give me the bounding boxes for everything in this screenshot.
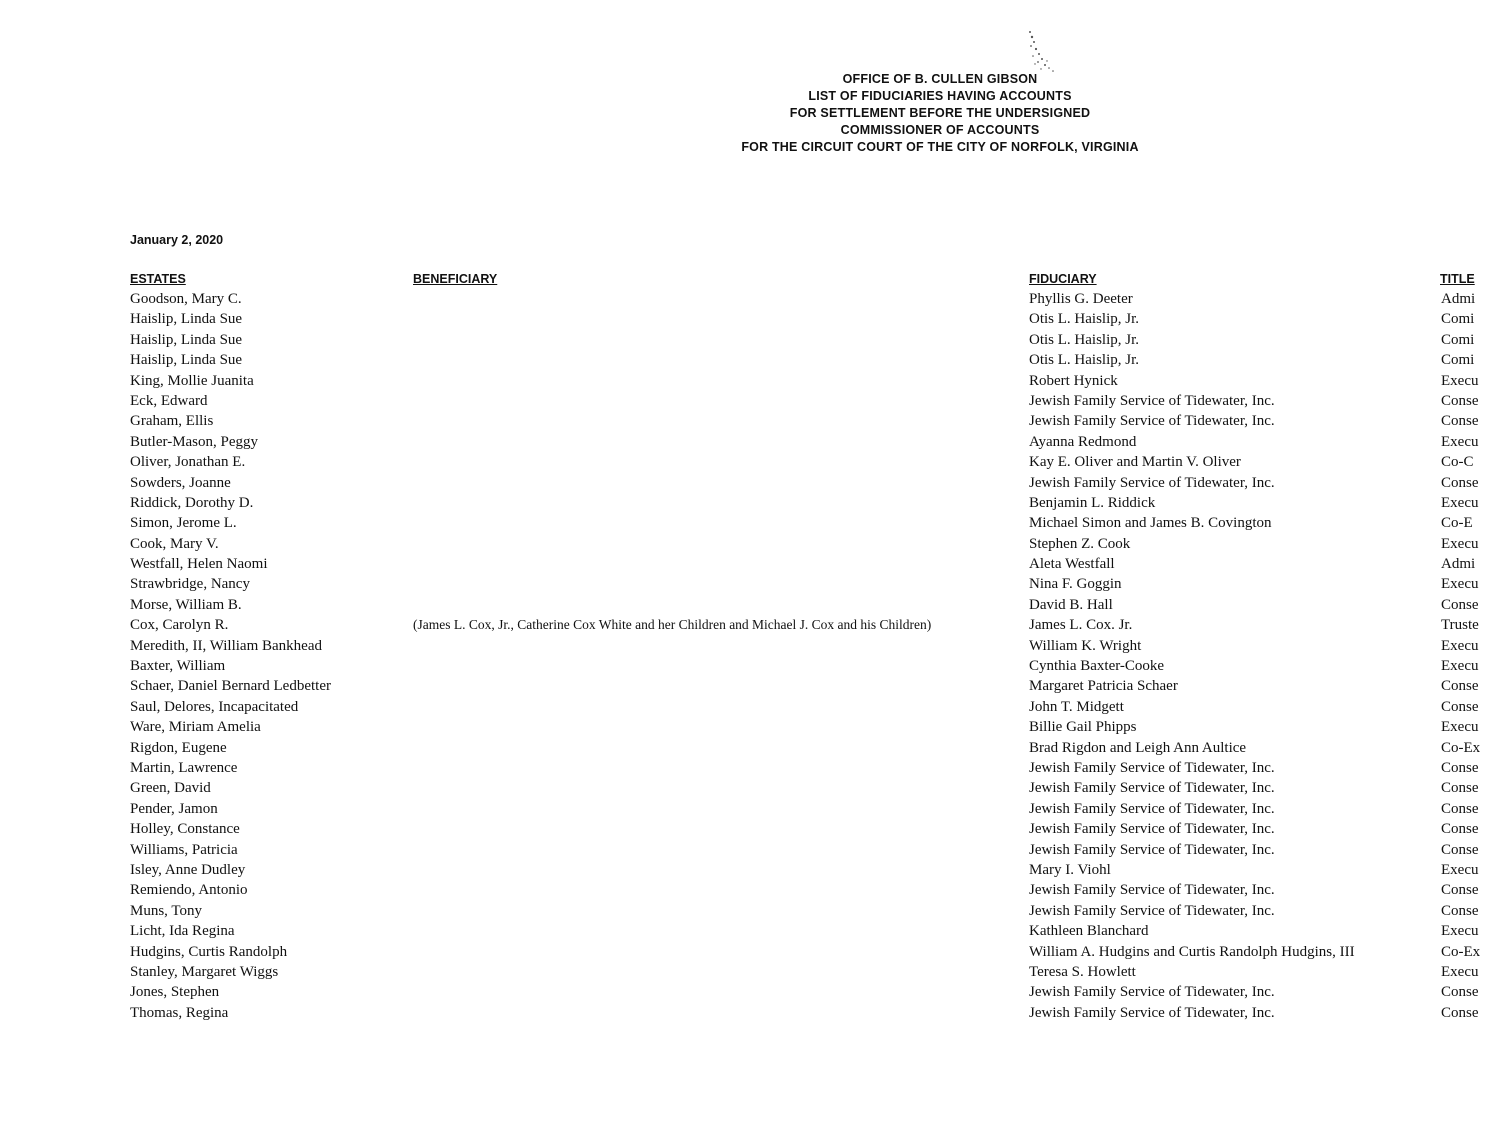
fiduciary-cell: David B. Hall (1029, 596, 1113, 613)
estate-cell: Strawbridge, Nancy (130, 576, 250, 593)
fiduciary-cell: Billie Gail Phipps (1029, 719, 1137, 736)
fiduciary-cell: Kay E. Oliver and Martin V. Oliver (1029, 454, 1241, 471)
estate-cell: Ware, Miriam Amelia (130, 719, 261, 736)
fiduciary-cell: Jewish Family Service of Tidewater, Inc. (1029, 392, 1275, 409)
table-row (0, 1003, 1497, 1023)
fiduciary-cell: Otis L. Haislip, Jr. (1029, 352, 1140, 369)
estate-cell: Pender, Jamon (130, 800, 218, 817)
header-line-commissioner: COMMISSIONER OF ACCOUNTS (840, 123, 1040, 137)
fiduciary-cell: Otis L. Haislip, Jr. (1029, 331, 1140, 348)
fiduciary-cell: Teresa S. Howlett (1029, 963, 1136, 980)
table-row (0, 921, 1497, 941)
fiduciary-list (0, 289, 1497, 1023)
table-row (0, 636, 1497, 656)
title-cell: Conse (1441, 984, 1479, 1001)
table-row (0, 860, 1497, 880)
table-row (0, 350, 1497, 370)
table-row (0, 778, 1497, 798)
column-header-estates: ESTATES (130, 272, 186, 286)
column-header-title: TITLE (1440, 272, 1475, 286)
estate-cell: Martin, Lawrence (130, 759, 238, 776)
table-row (0, 717, 1497, 737)
estate-cell: Green, David (130, 780, 211, 797)
table-row (0, 534, 1497, 554)
table-row (0, 309, 1497, 329)
table-row (0, 432, 1497, 452)
estate-cell: Graham, Ellis (130, 413, 214, 430)
header-line-list: LIST OF FIDUCIARIES HAVING ACCOUNTS (808, 89, 1072, 103)
estate-cell: Muns, Tony (130, 902, 203, 919)
estate-cell: Haislip, Linda Sue (130, 311, 243, 328)
table-row (0, 595, 1497, 615)
title-cell: Execu (1441, 494, 1479, 511)
estate-cell: Sowders, Joanne (130, 474, 231, 491)
table-row (0, 574, 1497, 594)
fiduciary-cell: Michael Simon and James B. Covington (1029, 515, 1272, 532)
fiduciary-cell: Stephen Z. Cook (1029, 535, 1131, 552)
estate-cell: Schaer, Daniel Bernard Ledbetter (130, 678, 331, 695)
title-cell: Conse (1441, 474, 1479, 491)
fiduciary-cell: Mary I. Viohl (1029, 861, 1111, 878)
title-cell: Execu (1441, 535, 1479, 552)
title-cell: Execu (1441, 658, 1479, 675)
fiduciary-cell: Cynthia Baxter-Cooke (1029, 658, 1165, 675)
table-row (0, 615, 1497, 635)
estate-cell: Baxter, William (130, 658, 226, 675)
table-row (0, 819, 1497, 839)
estate-cell: Licht, Ida Regina (130, 923, 235, 940)
fiduciary-cell: Benjamin L. Riddick (1029, 494, 1156, 511)
fiduciary-cell: James L. Cox. Jr. (1029, 617, 1133, 634)
estate-cell: Jones, Stephen (130, 984, 220, 1001)
estate-cell: Riddick, Dorothy D. (130, 494, 254, 511)
fiduciary-cell: Otis L. Haislip, Jr. (1029, 311, 1140, 328)
title-cell: Conse (1441, 698, 1479, 715)
header-line-settlement: FOR SETTLEMENT BEFORE THE UNDERSIGNED (789, 106, 1091, 120)
fiduciary-cell: Jewish Family Service of Tidewater, Inc. (1029, 759, 1275, 776)
estate-cell: Butler-Mason, Peggy (130, 433, 259, 450)
table-row (0, 473, 1497, 493)
estate-cell: Haislip, Linda Sue (130, 352, 243, 369)
document-header (640, 71, 1240, 156)
fiduciary-cell: Jewish Family Service of Tidewater, Inc. (1029, 1004, 1275, 1021)
title-cell: Comi (1441, 352, 1475, 369)
table-row (0, 942, 1497, 962)
table-row (0, 676, 1497, 696)
fiduciary-cell: Jewish Family Service of Tidewater, Inc. (1029, 800, 1275, 817)
estate-cell: Eck, Edward (130, 392, 208, 409)
fiduciary-cell: Jewish Family Service of Tidewater, Inc. (1029, 413, 1275, 430)
table-row (0, 330, 1497, 350)
title-cell: Comi (1441, 331, 1475, 348)
table-row (0, 656, 1497, 676)
estate-cell: Morse, William B. (130, 596, 242, 613)
estate-cell: Holley, Constance (130, 821, 240, 838)
estate-cell: Stanley, Margaret Wiggs (130, 963, 279, 980)
title-cell: Co-Ex (1441, 943, 1481, 960)
fiduciary-cell: Margaret Patricia Schaer (1029, 678, 1178, 695)
fiduciary-cell: Kathleen Blanchard (1029, 923, 1149, 940)
title-cell: Execu (1441, 923, 1479, 940)
estate-cell: Oliver, Jonathan E. (130, 454, 246, 471)
fiduciary-cell: Phyllis G. Deeter (1029, 291, 1133, 307)
table-row (0, 982, 1497, 1002)
beneficiary-cell: (James L. Cox, Jr., Catherine Cox White and her Children and Michael J. Cox and his Children) (413, 617, 932, 633)
title-cell: Execu (1441, 861, 1479, 878)
fiduciary-cell: William K. Wright (1029, 637, 1142, 654)
fiduciary-cell: Jewish Family Service of Tidewater, Inc. (1029, 780, 1275, 797)
title-cell: Conse (1441, 392, 1479, 409)
title-cell: Conse (1441, 800, 1479, 817)
fiduciary-cell: Jewish Family Service of Tidewater, Inc. (1029, 882, 1275, 899)
estate-cell: Meredith, II, William Bankhead (130, 637, 322, 654)
title-cell: Co-Ex (1441, 739, 1481, 756)
estate-cell: Remiendo, Antonio (130, 882, 248, 899)
table-row (0, 289, 1497, 309)
header-line-office: OFFICE OF B. CULLEN GIBSON (842, 72, 1038, 86)
table-row (0, 411, 1497, 431)
table-row (0, 962, 1497, 982)
title-cell: Conse (1441, 759, 1479, 776)
fiduciary-cell: Ayanna Redmond (1029, 433, 1137, 450)
table-row (0, 738, 1497, 758)
fiduciary-cell: Robert Hynick (1029, 372, 1118, 389)
title-cell: Conse (1441, 1004, 1479, 1021)
title-cell: Conse (1441, 596, 1479, 613)
title-cell: Co-C (1441, 454, 1474, 471)
title-cell: Conse (1441, 902, 1479, 919)
table-row (0, 391, 1497, 411)
estate-cell: Thomas, Regina (130, 1004, 229, 1021)
title-cell: Execu (1441, 372, 1479, 389)
estate-cell: King, Mollie Juanita (130, 372, 254, 389)
estate-cell: Cook, Mary V. (130, 535, 219, 552)
table-row (0, 554, 1497, 574)
title-cell: Co-E (1441, 515, 1473, 532)
title-cell: Comi (1441, 311, 1475, 328)
title-cell: Execu (1441, 637, 1479, 654)
estate-cell: Saul, Delores, Incapacitated (130, 698, 299, 715)
estate-cell: Cox, Carolyn R. (130, 617, 229, 634)
title-cell: Admi (1441, 291, 1476, 307)
estate-cell: Hudgins, Curtis Randolph (130, 943, 288, 960)
fiduciary-cell: Jewish Family Service of Tidewater, Inc. (1029, 821, 1275, 838)
table-row (0, 840, 1497, 860)
estate-cell: Williams, Patricia (130, 841, 238, 858)
table-row (0, 799, 1497, 819)
estate-cell: Haislip, Linda Sue (130, 331, 243, 348)
title-cell: Truste (1441, 617, 1479, 634)
title-cell: Conse (1441, 780, 1479, 797)
title-cell: Conse (1441, 678, 1479, 695)
table-row (0, 880, 1497, 900)
fiduciary-cell: Aleta Westfall (1029, 556, 1115, 573)
fiduciary-cell: Brad Rigdon and Leigh Ann Aultice (1029, 739, 1247, 756)
fiduciary-cell: William A. Hudgins and Curtis Randolph Hudgins, III (1029, 943, 1355, 960)
title-cell: Execu (1441, 719, 1479, 736)
fiduciary-cell: Nina F. Goggin (1029, 576, 1122, 593)
title-cell: Conse (1441, 841, 1479, 858)
table-row (0, 697, 1497, 717)
table-row (0, 493, 1497, 513)
title-cell: Execu (1441, 576, 1479, 593)
title-cell: Execu (1441, 963, 1479, 980)
title-cell: Execu (1441, 433, 1479, 450)
estate-cell: Isley, Anne Dudley (130, 861, 246, 878)
document-date: January 2, 2020 (130, 233, 224, 247)
estate-cell: Goodson, Mary C. (130, 291, 242, 307)
table-row (0, 513, 1497, 533)
estate-cell: Westfall, Helen Naomi (130, 556, 268, 573)
fiduciary-cell: Jewish Family Service of Tidewater, Inc. (1029, 841, 1275, 858)
estate-cell: Simon, Jerome L. (130, 515, 237, 532)
title-cell: Admi (1441, 556, 1476, 573)
title-cell: Conse (1441, 882, 1479, 899)
fiduciary-cell: Jewish Family Service of Tidewater, Inc. (1029, 984, 1275, 1001)
estate-cell: Rigdon, Eugene (130, 739, 227, 756)
table-row (0, 901, 1497, 921)
table-row (0, 452, 1497, 472)
header-line-court: FOR THE CIRCUIT COURT OF THE CITY OF NORFOLK, VIRGINIA (741, 140, 1139, 154)
column-header-beneficiary: BENEFICIARY (413, 272, 498, 286)
table-row (0, 758, 1497, 778)
fiduciary-cell: Jewish Family Service of Tidewater, Inc. (1029, 474, 1275, 491)
title-cell: Conse (1441, 821, 1479, 838)
title-cell: Conse (1441, 413, 1479, 430)
fiduciary-cell: Jewish Family Service of Tidewater, Inc. (1029, 902, 1275, 919)
column-header-fiduciary: FIDUCIARY (1029, 272, 1097, 286)
fiduciary-cell: John T. Midgett (1029, 698, 1124, 715)
table-row (0, 371, 1497, 391)
